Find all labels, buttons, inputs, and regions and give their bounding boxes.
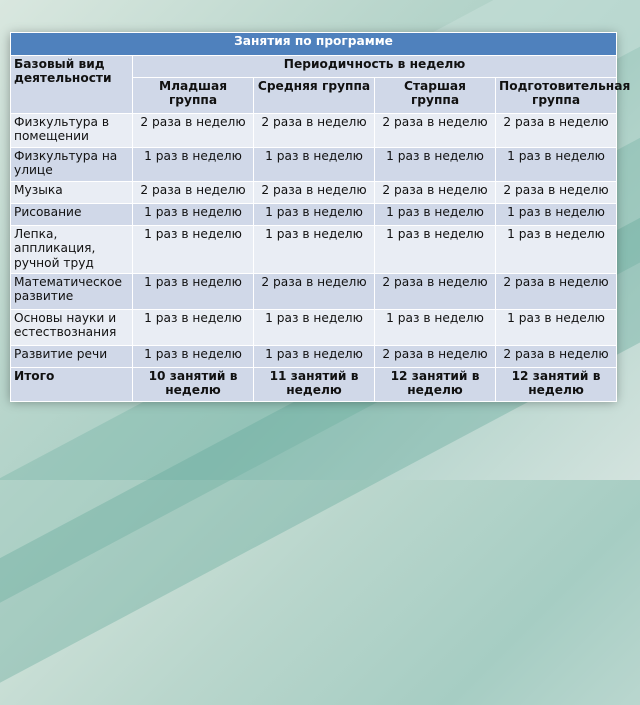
frequency-cell: 2 раза в неделю: [496, 274, 617, 310]
table-row: [11, 310, 617, 346]
activity-label: Лепка, аппликация, ручной труд: [11, 226, 133, 274]
main-header: Занятия по программе: [11, 33, 617, 56]
group-header: Подготовительная группа: [496, 78, 617, 114]
frequency-cell: 1 раз в неделю: [375, 310, 496, 346]
frequency-cell: 1 раз в неделю: [254, 346, 375, 368]
frequency-cell: 2 раза в неделю: [254, 114, 375, 148]
table-row: [11, 274, 617, 310]
frequency-cell: 2 раза в неделю: [496, 346, 617, 368]
frequency-cell: 2 раза в неделю: [496, 182, 617, 204]
frequency-cell: 2 раза в неделю: [375, 182, 496, 204]
frequency-cell: 1 раз в неделю: [254, 310, 375, 346]
frequency-cell: 2 раза в неделю: [133, 182, 254, 204]
activity-label: Музыка: [11, 182, 133, 204]
frequency-cell: 1 раз в неделю: [133, 226, 254, 274]
total-label: Итого: [11, 368, 133, 402]
header-row: [11, 56, 617, 78]
activity-label: Развитие речи: [11, 346, 133, 368]
frequency-cell: 1 раз в неделю: [254, 148, 375, 182]
frequency-cell: 1 раз в неделю: [133, 204, 254, 226]
frequency-cell: 2 раза в неделю: [375, 114, 496, 148]
frequency-cell: 1 раз в неделю: [496, 204, 617, 226]
frequency-cell: 1 раз в неделю: [375, 148, 496, 182]
table-row: [11, 148, 617, 182]
frequency-cell: 2 раза в неделю: [133, 114, 254, 148]
total-cell: 12 занятий в неделю: [496, 368, 617, 402]
frequency-cell: 2 раза в неделю: [254, 182, 375, 204]
frequency-cell: 1 раз в неделю: [254, 204, 375, 226]
frequency-cell: 2 раза в неделю: [496, 114, 617, 148]
frequency-cell: 1 раз в неделю: [496, 226, 617, 274]
frequency-cell: 1 раз в неделю: [254, 226, 375, 274]
frequency-cell: 1 раз в неделю: [375, 226, 496, 274]
frequency-cell: 2 раза в неделю: [375, 346, 496, 368]
activity-label: Математическое развитие: [11, 274, 133, 310]
frequency-header: Периодичность в неделю: [133, 56, 617, 78]
table-row: [11, 114, 617, 148]
frequency-cell: 1 раз в неделю: [496, 310, 617, 346]
activity-label: Основы науки и естествознания: [11, 310, 133, 346]
frequency-cell: 1 раз в неделю: [133, 346, 254, 368]
table-row: [11, 204, 617, 226]
group-header: Средняя группа: [254, 78, 375, 114]
activity-label: Физкультура в помещении: [11, 114, 133, 148]
frequency-cell: 1 раз в неделю: [375, 204, 496, 226]
table-row: [11, 182, 617, 204]
frequency-cell: 1 раз в неделю: [133, 274, 254, 310]
frequency-cell: 1 раз в неделю: [133, 148, 254, 182]
basis-header: Базовый вид деятельности: [11, 56, 133, 114]
total-row: [11, 368, 617, 402]
activity-label: Физкультура на улице: [11, 148, 133, 182]
schedule-table: [10, 32, 631, 402]
table-title-row: [11, 33, 617, 56]
group-header: Младшая группа: [133, 78, 254, 114]
activity-label: Рисование: [11, 204, 133, 226]
frequency-cell: 2 раза в неделю: [254, 274, 375, 310]
table-row: [11, 346, 617, 368]
table-row: [11, 226, 617, 274]
group-header: Старшая группа: [375, 78, 496, 114]
frequency-cell: 1 раз в неделю: [496, 148, 617, 182]
total-cell: 12 занятий в неделю: [375, 368, 496, 402]
frequency-cell: 1 раз в неделю: [133, 310, 254, 346]
frequency-cell: 2 раза в неделю: [375, 274, 496, 310]
schedule-sheet: [10, 32, 631, 400]
total-cell: 11 занятий в неделю: [254, 368, 375, 402]
total-cell: 10 занятий в неделю: [133, 368, 254, 402]
